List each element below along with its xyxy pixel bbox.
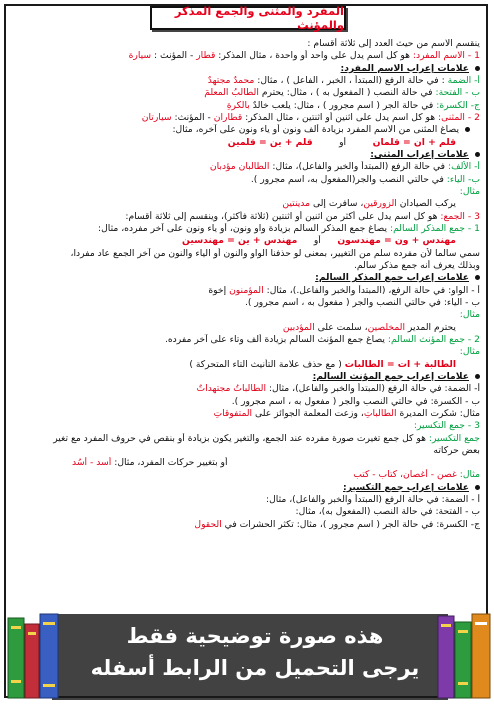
mark-label: ج- الكسرة: <box>436 99 480 111</box>
intro-text: ينقسم الاسم من حيث العدد إلى ثلاثة أقسام : <box>307 38 480 49</box>
mark-text: : في حالة الرفع (المبتدأ ، الخبر ، الفاعل ) ، مثال: <box>254 74 448 86</box>
masc-plural-example <box>12 235 480 247</box>
formula-note: ( مع حذف علامة التأنيث التاء المتحركة ) <box>189 358 345 370</box>
mark-example: محمدٌ مجتهدٌ <box>207 74 255 86</box>
dual-text-f: - المؤنث: <box>171 111 214 123</box>
broken-plural-kasra <box>12 519 480 531</box>
mark-text: ب - الفتحة: في حالة النصب (المفعول به)، مثال: <box>295 506 480 518</box>
dual-example-f: سيارتان <box>141 111 172 123</box>
formula-2: مهندس + ين = مهندسين <box>182 235 298 247</box>
intro-line <box>12 38 480 50</box>
example-label <box>12 346 480 358</box>
masc-plural-ya <box>12 297 480 309</box>
masc-plural-note-1 <box>12 248 480 260</box>
example-word-1: الطالباتِ <box>363 407 397 419</box>
example-words: غصن - أغصان، كتاب - كتب <box>353 469 457 481</box>
mark-example: الطالباتُ مجتهداتٌ <box>196 383 267 395</box>
dual-definition <box>12 112 480 124</box>
broken-plural-label: جمع التكسير: <box>428 432 480 444</box>
note-text: وبذلك يعرف أنه جمع مذكر سالم. <box>354 259 480 271</box>
example-word: مثال: <box>459 185 480 197</box>
lesson-content <box>12 38 480 531</box>
fem-plural-marks-heading <box>12 371 480 383</box>
mark-text: ب - الياء: في حالتي النصب والجر ( مفعول به ، اسم مجرور ). <box>244 296 480 308</box>
fem-plural-heading: 2 - جمع المؤنث السالم: <box>387 333 480 345</box>
or-word: أو <box>313 235 321 247</box>
example-word: أسد - أُسُد <box>72 457 112 469</box>
example-text: مثال: شكرت المديرة <box>396 407 480 419</box>
masc-plural-note-2 <box>12 260 480 272</box>
example-text: أو بتغيير حركات المفرد، مثال: <box>111 457 228 469</box>
example-word: مثال: <box>459 346 480 358</box>
fem-plural-definition <box>12 334 480 346</box>
broken-plural-vowel-change <box>12 457 480 469</box>
dual-formation-text: يصاغ المثنى من الاسم المفرد بزيادة ألف ونون أو ياء ونون على آخره، مثال: <box>172 124 459 136</box>
singular-heading: 1 - الاسم المفرد: <box>412 50 480 62</box>
mark-text: في حالة الرفع (المبتدأ والخبر والفاعل)، مثال: <box>269 161 448 173</box>
broken-plural-text: بعض حركاته <box>433 444 480 456</box>
mark-label: أ- الألف: <box>448 161 480 173</box>
mark-text: في حالة الجر ( اسم مجرور ) ، مثال: يلعب خالدٌ <box>249 99 437 111</box>
bullet-icon <box>475 66 480 71</box>
broken-plural-fatha <box>12 506 480 518</box>
formula-1: مهندس + ون = مهندسون <box>337 235 456 247</box>
example-text: يحترم المدير <box>405 321 456 333</box>
example-text: يركب الصيادان <box>396 198 456 210</box>
mark-text: أ- الضمة: في حالة الرفع (المبتدأ والخبر والفاعل)، مثال: <box>266 383 480 395</box>
example-text: ، سلمت على <box>314 321 368 333</box>
bullet-icon <box>475 152 480 157</box>
fem-plural-example-line <box>12 408 480 420</box>
masc-plural-waw <box>12 285 480 297</box>
watermark-line-1: هذه صورة توضيحية فقط <box>126 624 384 648</box>
dual-heading: 2 - المثنى: <box>438 111 480 123</box>
mark-text: إخوة <box>208 284 230 296</box>
masc-plural-definition <box>12 223 480 235</box>
mark-text: أ - الضمة: في حالة الرفع (المبتدأ والخبر والفاعل)، مثال: <box>266 494 480 506</box>
bullet-icon <box>465 127 470 132</box>
page-title: المفرد والمثنى والجمع المذكر والمؤنث <box>174 4 344 32</box>
mark-example: الحقول <box>194 518 222 530</box>
plural-text: هو كل اسم يدل على أكثر من اثنين أو اثنتين (ثلاثة فأكثر)، وينقسم إلى ثلاثة أقسام: <box>125 210 441 222</box>
dual-example-line <box>12 198 480 210</box>
bullet-icon <box>475 275 480 280</box>
example-label <box>12 186 480 198</box>
singular-kasra <box>12 100 480 112</box>
example-label <box>12 309 480 321</box>
dual-alif <box>12 161 480 173</box>
example-word-1: المخلصين <box>367 321 406 333</box>
broken-plural-damma <box>12 494 480 506</box>
section-heading: علامات إعراب جمع التكسير: <box>343 481 469 493</box>
watermark-line-2: يرجى التحميل من الرابط أسفله <box>90 656 420 680</box>
mark-example: الطالبان مؤدبان <box>209 161 270 173</box>
example-word-2: مدينتين <box>282 198 311 210</box>
broken-plural-heading: 3 - جمع التكسير: <box>413 420 480 432</box>
dual-formation <box>12 124 480 136</box>
masc-plural-example-line <box>12 322 480 334</box>
formula: الطالبة + ات = الطالبات <box>344 358 456 370</box>
singular-text-f: - المؤنث : <box>151 50 197 62</box>
bullet-icon <box>475 485 480 490</box>
fem-plural-kasra <box>12 396 480 408</box>
example-word-2: المؤدبين <box>282 321 315 333</box>
section-heading: علامات إعراب الاسم المفرد: <box>340 62 469 74</box>
singular-fatha <box>12 87 480 99</box>
broken-plural-heading-line <box>12 420 480 432</box>
or-word: أو <box>339 136 347 148</box>
section-heading: علامات إعراب جمع المذكر السالم: <box>315 272 469 284</box>
mark-example: بالكرةِ <box>226 99 250 111</box>
dual-formation-example <box>12 137 480 149</box>
mark-label: ب - الفتحة: <box>435 87 480 99</box>
mark-label: ب- الياء: <box>446 173 480 185</box>
formula-1: قلم + ان = قلمان <box>372 136 456 148</box>
mark-text: في حالة النصب ( المفعول به ) ، مثال: يحترم <box>258 87 436 99</box>
dual-text: هو كل اسم يدل على اثنين أو اثنتين ، مثال المذكر: <box>242 111 439 123</box>
fem-plural-text: يصاغ جمع المؤنث السالم بزيادة ألف وتاء على آخر مفرده. <box>164 333 388 345</box>
mark-example: الطالبُ المعلمَ <box>204 87 259 99</box>
books-left-icon <box>4 610 62 702</box>
broken-plural-definition-2 <box>12 445 480 457</box>
mark-text: ب - الكسرة: في حالتي النصب والجر ( مفعول به ، اسم مجرور ). <box>231 395 480 407</box>
mark-text: في حالتي النصب والجر(المفعول به، اسم مجرور ). <box>250 173 447 185</box>
example-word: مثال: <box>456 469 480 481</box>
singular-damma <box>12 75 480 87</box>
example-text: ، وزعت المعلمة الجوائز على <box>252 407 364 419</box>
example-word-2: المتفوقاتِ <box>213 407 253 419</box>
note-text: سمي سالما لأن مفرده سلم من التغيير، بمعنى لو حذفنا الواو والنون أو الياء والنون من آخر الجمع عاد مفردا، <box>70 247 480 259</box>
dual-example-m: قطاران <box>213 111 243 123</box>
mark-example: المؤمنون <box>229 284 264 296</box>
mark-label: أ- الضمة <box>447 74 480 86</box>
bullet-icon <box>475 374 480 379</box>
dual-marks-heading <box>12 149 480 161</box>
example-text: ، سافرت إلى <box>310 198 364 210</box>
singular-marks-heading <box>12 63 480 75</box>
mark-text: ج- الكسرة: في حالة الجر ( اسم مجرور )، مثال: تكثر الحشرات في <box>221 518 480 530</box>
section-heading: علامات إعراب المثنى: <box>370 148 469 160</box>
masc-plural-text: يصاغ جمع المذكر السالم بزيادة واو ونون، أو ياء ونون على آخر مفرده، مثال: <box>98 222 390 234</box>
fem-plural-damma <box>12 383 480 395</box>
fem-plural-example <box>12 359 480 371</box>
singular-example-m: قطار <box>196 50 216 62</box>
plural-heading: 3 - الجمع: <box>440 210 480 222</box>
singular-definition <box>12 50 480 62</box>
broken-plural-definition <box>12 433 480 445</box>
masc-plural-marks-heading <box>12 272 480 284</box>
broken-plural-text: هو كل جمع تغيرت صورة مفرده عند الجمع، والتغير يكون بزيادة أو بنقص في حروف المفرد مع تغير <box>53 432 429 444</box>
example-word-1: الزورقين <box>363 198 397 210</box>
plural-definition <box>12 211 480 223</box>
formula-2: قلم + ين = قلمين <box>227 136 313 148</box>
example-word: مثال: <box>459 309 480 321</box>
masc-plural-heading: 1 - جمع المذكر السالم: <box>389 222 480 234</box>
title-box <box>150 6 346 30</box>
singular-example-f: سيارة <box>128 50 152 62</box>
dual-ya <box>12 174 480 186</box>
broken-plural-example <box>12 469 480 481</box>
section-heading: علامات إعراب جمع المؤنث السالم: <box>312 370 469 382</box>
singular-text: هو كل اسم يدل على واحد أو واحدة ، مثال المذكر: <box>215 50 413 62</box>
mark-text: أ - الواو: في حالة الرفع، (المبتدأ والخبر والفاعل.)، مثال: <box>263 284 480 296</box>
broken-plural-marks-heading <box>12 482 480 494</box>
